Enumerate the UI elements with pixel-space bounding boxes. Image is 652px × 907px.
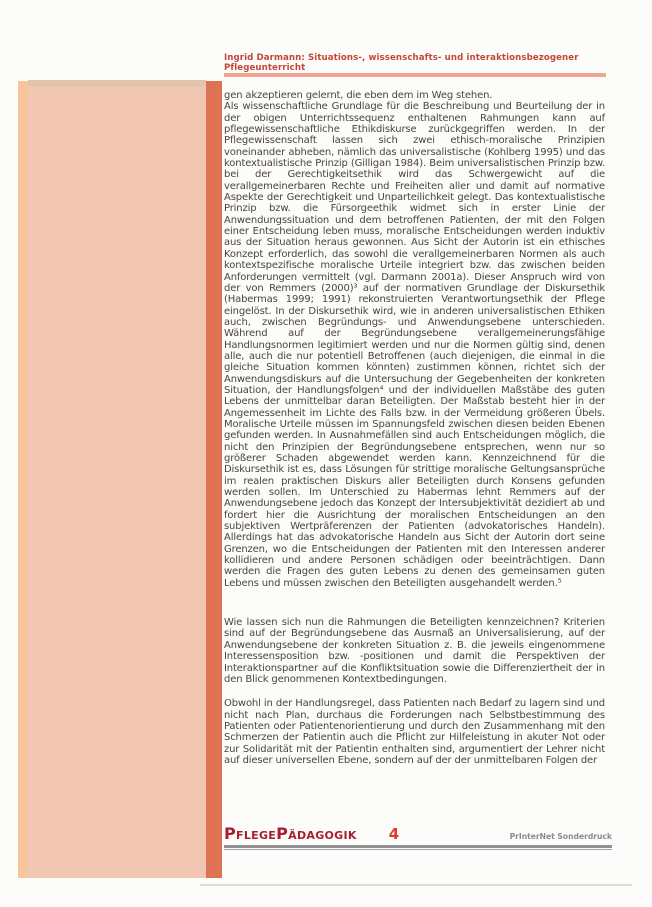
sidebar-right-strip — [206, 81, 222, 878]
page-number: 4 — [388, 825, 400, 843]
sidebar-left-strip — [18, 81, 28, 878]
body-paragraph-continuation: gen akzeptieren gelernt, die eben dem im Weg stehen. — [224, 90, 493, 101]
page-edge-shadow — [200, 884, 632, 886]
imprint-text: PrInterNet Sonderdruck — [509, 832, 612, 841]
body-paragraph-handlungsregel: Obwohl in der Handlungsregel, dass Patienten nach Bedarf zu lagern sind und nicht nach Plan, durchaus die Forderungen nach Selbstbestimmung des Patienten oder Patientenorientierung und durch den Zusammenhang mit den Schmerzen der Patientin auch die Pflicht zur Hilfeleistung in akuter Not oder zur Solidarität mit der Patientin enthalten sind, argumentiert der Lehrer nicht auf dieser universellen Ebene, sondern auf der der unmittelbaren Folgen der — [224, 698, 605, 766]
body-paragraph-rahmungen: Wie lassen sich nun die Rahmungen die Beteiligten kennzeichnen? Kriterien sind auf der Begründungsebene das Ausmaß an Universalisierung, auf der Anwendungsebene der konkreten Situation z. B. die jeweils eingenommene Interessensposition bzw. -positionen und damit die Perspektiven der Interaktionspartner auf die Konfliktsituation sowie die Differenziertheit der in den Blick genommenen Kontextbedingungen. — [224, 617, 605, 685]
footer-line — [224, 824, 612, 843]
body-paragraph-ethics: Als wissenschaftliche Grundlage für die Beschreibung und Beurteilung der in der obigen Unterrichtssequenz enthaltenen Rahmungen kann auf pflegewissenschaftliche Ethikdiskurse zurückgegriffen werden. In der Pflegewissenschaft lassen sich zwei ethisch-moralische Prinzipien voneinander abheben, nämlich das universalistische (Kohlberg 1995) und das kontextualistische Prinzip (Gilligan 1984). Beim universalistischen Prinzip bzw. bei der Gerechtigkeitsethik wird das Schwergewicht auf die verallgemeinerbaren Rechte und Freiheiten aller und damit auf normative Aspekte der Gerechtigkeit und Unparteilichkeit gelegt. Das kontextualistische Prinzip bzw. die Fürsorgeethik widmet sich in erster Linie der Anwendungssituation und dem betroffenen Patienten, der mit den Folgen einer Entscheidung leben muss, moralische Entscheidungen werden induktiv aus der Situation heraus gewonnen. Aus Sicht der Autorin ist ein ethisches Konzept erforderlich, das sowohl die verallgemeinerbaren Normen als auch kontextspezifische moralische Urteile integriert bzw. das zwischen beiden Anforderungen vermittelt (vgl. Darmann 2001a). Dieser Anspruch wird von der von Remmers (2000)³ auf der normativen Grundlage der Diskursethik (Habermas 1999; 1991) rekonstruierten Verantwortungsethik der Pflege eingelöst. In der Diskursethik wird, wie in anderen universalistischen Ethiken auch, zwischen Begründungs- und Anwendungsebene unterschieden. Während auf der Begründungsebene verallgemeinerungsfähige Handlungsnormen legitimiert werden und nur die Normen gültig sind, denen alle, auch die nur potentiell Betroffenen (auch diejenigen, die einmal in die gleiche Situation kommen könnten) zustimmen können, richtet sich der Anwendungsdiskurs auf die Untersuchung der Gegebenheiten der konkreten Situation, der Handlungsfolgen⁴ und der individuellen Maßstäbe des guten Lebens der unmittelbar daran Beteiligten. Der Maßstab besteht hier in der Angemessenheit im Lichte des Falls bzw. in der Vermeidung größeren Übels. Moralische Urteile müssen im Spannungsfeld zwischen diesen beiden Ebenen gefunden werden. In Ausnahmefällen sind auch Entscheidungen möglich, die nicht den Prinzipien der Begründungsebene entsprechen, wenn nur so größerer Schaden abgewendet werden kann. Kennzeichnend für die Diskursethik ist es, dass Lösungen für strittige moralische Geltungsansprüche im realen praktischen Diskurs aller Beteiligten durch Konsens gefunden werden sollen. Im Unterschied zu Habermas lehnt Remmers auf der Anwendungsebene jedoch das Konzept der Intersubjektivität dezidiert ab und fordert hier die Ausrichtung der moralischen Entscheidungen an den subjektiven Wertpräferenzen der Patienten (advokatorisches Handeln). Allerdings hat das advokatorische Handeln aus Sicht der Autorin dort seine Grenzen, wo die Entscheidungen der Patienten mit den Interessen anderer kollidieren und andere Personen schädigen oder beeinträchtigen. Dann werden die Fragen des guten Lebens zu denen des gemeinsamen guten Lebens und müssen zwischen den Beteiligten ausgehandelt werden.⁵ — [224, 101, 605, 589]
journal-title: PflegePädagogik — [224, 824, 357, 843]
footer-rule — [224, 845, 612, 850]
decorative-sidebar — [28, 80, 206, 878]
running-header — [224, 53, 606, 77]
body-text-column — [224, 90, 605, 766]
running-header-text: Ingrid Darmann: Situations-, wissenschafts- und interaktionsbezogener Pflegeunterricht — [224, 53, 606, 77]
page-footer — [224, 824, 612, 850]
